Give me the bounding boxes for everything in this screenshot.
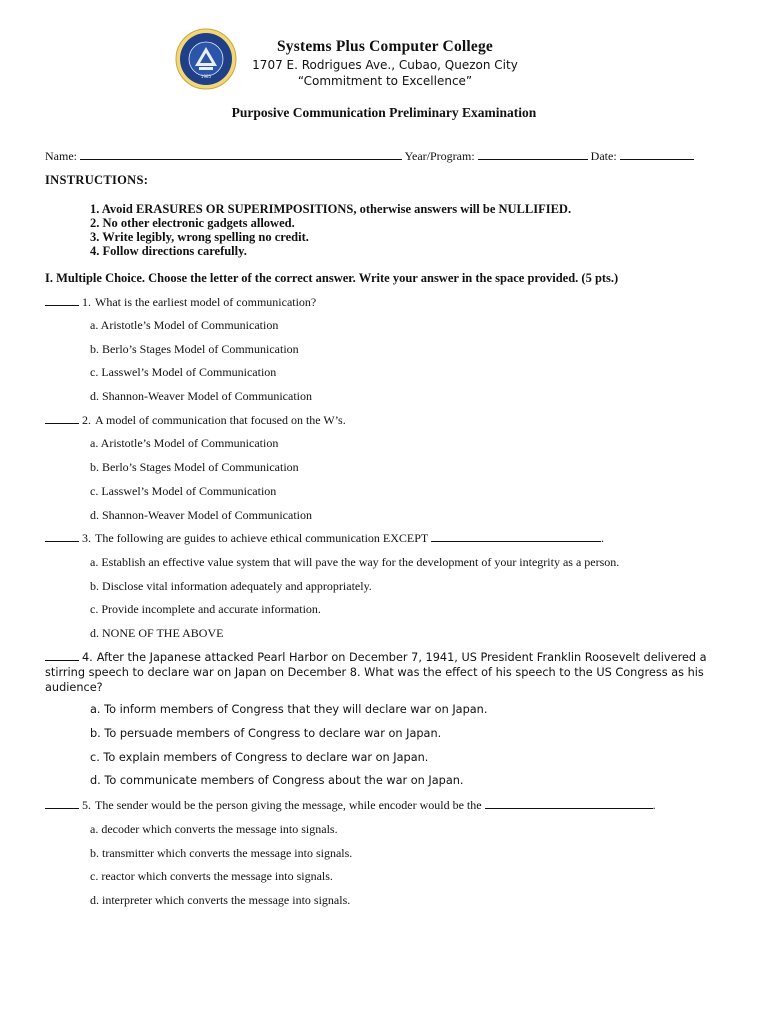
year-program-label: Year/Program: [404, 149, 475, 163]
name-field[interactable] [80, 149, 402, 160]
question-text: The following are guides to achieve ethical communication EXCEPT [95, 531, 429, 545]
date-label: Date: [590, 149, 617, 163]
question-number: 2. [82, 413, 91, 427]
option: d. Shannon-Weaver Model of Communication [90, 508, 312, 522]
option: c. To explain members of Congress to declare war on Japan. [90, 751, 429, 764]
instruction-item: 2. No other electronic gadgets allowed. [90, 216, 295, 230]
question-number: 3. [82, 531, 91, 545]
option: d. NONE OF THE ABOVE [90, 626, 224, 640]
option: d. To communicate members of Congress about the war on Japan. [90, 774, 464, 787]
exam-title: Purposive Communication Preliminary Examination [231, 105, 537, 120]
student-info-line [45, 149, 725, 164]
question-text: A model of communication that focused on the W’s. [95, 413, 346, 427]
year-program-field[interactable] [478, 149, 588, 160]
answer-blank[interactable] [45, 413, 79, 424]
answer-blank[interactable] [45, 798, 79, 809]
question-number: 1. [82, 295, 91, 309]
option: b. To persuade members of Congress to declare war on Japan. [90, 727, 442, 740]
question-3 [45, 531, 725, 546]
instruction-item: 4. Follow directions carefully. [90, 244, 247, 258]
question-4 [45, 650, 715, 695]
option: c. Provide incomplete and accurate information. [90, 602, 321, 616]
option: a. Establish an effective value system that will pave the way for the development of your integrity as a person. [90, 555, 620, 569]
college-name: Systems Plus Computer College [276, 38, 494, 55]
question-2 [45, 413, 725, 428]
option: a. Aristotle’s Model of Communication [90, 318, 279, 332]
college-seal-logo [175, 28, 237, 90]
question-text: The sender would be the person giving the message, while encoder would be the [95, 798, 482, 812]
option: a. To inform members of Congress that they will declare war on Japan. [90, 703, 488, 716]
option: d. interpreter which converts the message into signals. [90, 893, 351, 907]
answer-blank[interactable] [45, 531, 79, 542]
option: d. Shannon-Weaver Model of Communication [90, 389, 312, 403]
question-text: What is the earliest model of communication? [95, 295, 317, 309]
option: c. Lasswel’s Model of Communication [90, 365, 277, 379]
instructions-list [90, 202, 730, 258]
svg-text:1985: 1985 [200, 74, 212, 79]
option: a. decoder which converts the message into signals. [90, 822, 338, 836]
option: b. transmitter which converts the message into signals. [90, 846, 353, 860]
option: b. Berlo’s Stages Model of Communication [90, 460, 299, 474]
date-field[interactable] [620, 149, 694, 160]
question-5 [45, 798, 725, 813]
question-text-end: . [601, 531, 605, 545]
option: b. Berlo’s Stages Model of Communication [90, 342, 299, 356]
college-motto: “Commitment to Excellence” [297, 74, 473, 88]
college-address: 1707 E. Rodrigues Ave., Cubao, Quezon City [252, 58, 518, 72]
option: c. Lasswel’s Model of Communication [90, 484, 277, 498]
instructions-heading: INSTRUCTIONS: [45, 173, 149, 187]
instruction-item: 1. Avoid ERASURES OR SUPERIMPOSITIONS, otherwise answers will be NULLIFIED. [90, 202, 572, 216]
question-number: 5. [82, 798, 91, 812]
question-1 [45, 295, 725, 310]
answer-blank[interactable] [45, 650, 79, 661]
option: a. Aristotle’s Model of Communication [90, 436, 279, 450]
option: c. reactor which converts the message into signals. [90, 869, 333, 883]
question-text: After the Japanese attacked Pearl Harbor on December 7, 1941, US President Franklin Roosevelt delivered a stirring speech to declare war on Japan on December 8. What was the effect of his speech to the US Congress as his audience? [45, 651, 707, 694]
question-number: 4. [82, 651, 93, 664]
answer-blank[interactable] [45, 295, 79, 306]
instruction-item: 3. Write legibly, wrong spelling no credit. [90, 230, 309, 244]
option: b. Disclose vital information adequately and appropriately. [90, 579, 372, 593]
section-heading: I. Multiple Choice. Choose the letter of the correct answer. Write your answer in the space provided. (5 pts.) [45, 271, 619, 285]
fill-in-blank[interactable] [485, 798, 653, 809]
name-label: Name: [45, 149, 77, 163]
fill-in-blank[interactable] [431, 531, 601, 542]
question-text-end: . [652, 798, 656, 812]
